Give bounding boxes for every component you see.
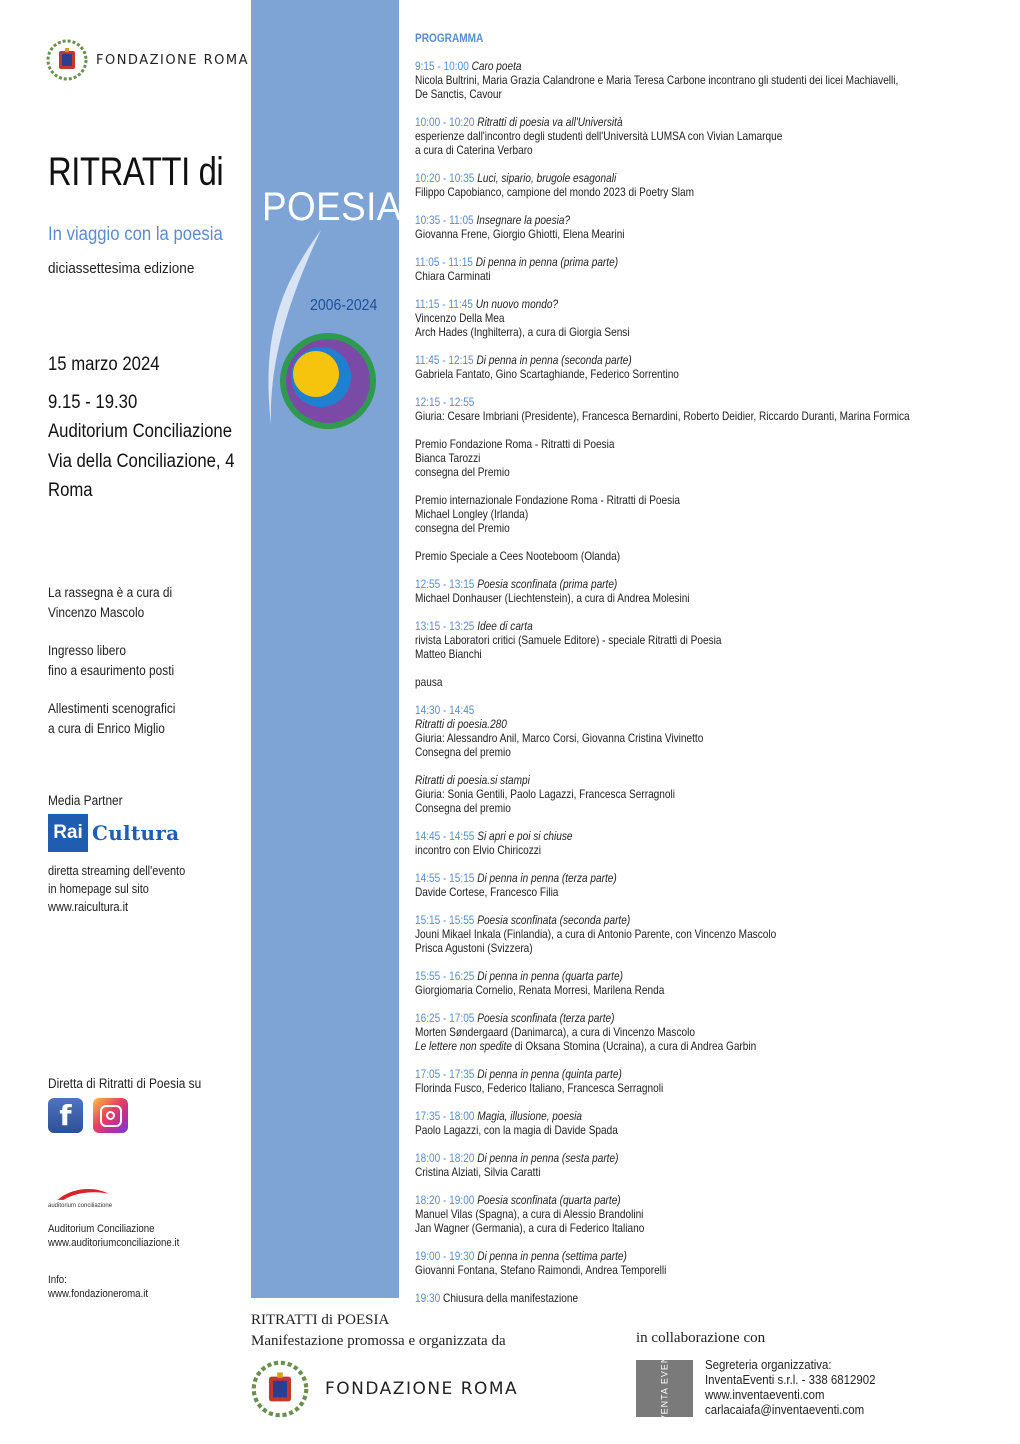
media-partner-label: Media Partner <box>48 793 123 808</box>
program-title: Poesia sconfinata (terza parte) <box>477 1011 615 1025</box>
program-entry <box>415 969 885 997</box>
program-time: 17:05 - 17:35 <box>415 1067 475 1081</box>
program-title: Di penna in penna (terza parte) <box>477 871 617 885</box>
program-line: Premio Fondazione Roma - Ritratti di Poesia <box>415 437 615 451</box>
auditorium-logo-text: auditorium conciliazione <box>48 1203 113 1209</box>
program-entry-head <box>415 1067 885 1081</box>
program-entry <box>415 1291 885 1305</box>
program-entry-head <box>415 1249 885 1263</box>
program-entry <box>415 115 885 157</box>
program-title: Caro poeta <box>471 59 522 73</box>
auditorium-name: Auditorium Conciliazione <box>48 1223 155 1235</box>
rai-cultura-logo[interactable] <box>48 814 179 852</box>
circle-yellow <box>293 351 339 397</box>
program-line: Arch Hades (Inghilterra), a cura di Giorgia Sensi <box>415 325 630 339</box>
program-entry-head <box>415 577 885 591</box>
program-title: Poesia sconfinata (seconda parte) <box>477 913 631 927</box>
program-line: rivista Laboratori critici (Samuele Editore) - speciale Ritratti di Poesia <box>415 633 722 647</box>
program-line: Giuria: Cesare Imbriani (Presidente), Francesca Bernardini, Roberto Deidier, Riccardo Duranti, Marina Formica <box>415 409 910 423</box>
program-line: a cura di Caterina Verbaro <box>415 143 533 157</box>
program-line: Florinda Fusco, Federico Italiano, Francesca Serragnoli <box>415 1081 664 1095</box>
program-entry <box>415 1249 885 1277</box>
program-line: Filippo Capobianco, campione del mondo 2023 di Poetry Slam <box>415 185 695 199</box>
subtitle: In viaggio con la poesia <box>48 224 223 245</box>
camera-glyph <box>100 1105 122 1127</box>
program-entry <box>415 59 899 101</box>
program-line: Chiara Carminati <box>415 269 491 283</box>
program-entry-head <box>415 619 885 633</box>
entry-line: Ingresso libero <box>48 643 126 658</box>
program-time: 19:00 - 19:30 <box>415 1249 475 1263</box>
program-line: Prisca Agustoni (Svizzera) <box>415 941 533 955</box>
program-entry <box>415 549 885 563</box>
program-line: pausa <box>415 675 443 689</box>
edition: diciassettesima edizione <box>48 260 195 277</box>
program-line: Giuria: Sonia Gentili, Paolo Lagazzi, Francesca Serragnoli <box>415 787 675 801</box>
curator-line: La rassegna è a cura di <box>48 585 173 600</box>
title-ritratti: RITRATTI di <box>48 150 224 194</box>
inventa-logo-text: INVENTA EVENTI <box>659 1345 670 1432</box>
program-line: Michael Longley (Irlanda) <box>415 507 529 521</box>
program-entry <box>415 213 885 241</box>
rai-cultura-wordmark: Cultura <box>92 821 180 845</box>
program-line: Matteo Bianchi <box>415 647 482 661</box>
program-entry <box>415 703 885 759</box>
program-entry-head <box>415 353 885 367</box>
footer-title: RITRATTI di POESIA <box>251 1312 390 1328</box>
program-line: De Sanctis, Cavour <box>415 87 502 101</box>
program-line: Gabriela Fantato, Gino Scartaghiande, Federico Sorrentino <box>415 367 679 381</box>
program-line: Giovanna Frene, Giorgio Ghiotti, Elena Mearini <box>415 227 625 241</box>
program-line: Le lettere non spedite di Oksana Stomina (Ucraina), a cura di Andrea Garbin <box>415 1039 757 1053</box>
program-time: 14:55 - 15:15 <box>415 871 475 885</box>
program-entry <box>415 1109 885 1137</box>
info-link[interactable]: www.fondazioneroma.it <box>48 1288 149 1300</box>
program-line: Consegna del premio <box>415 745 511 759</box>
segreteria-email[interactable]: carlacaiafa@inventaeventi.com <box>705 1402 865 1417</box>
fondazione-seal-icon <box>251 1360 309 1418</box>
program-line: Premio Speciale a Cees Nooteboom (Olanda) <box>415 549 621 563</box>
segreteria-label: Segreteria organizzativa: <box>705 1357 832 1372</box>
info-block <box>48 1273 148 1301</box>
program-entry-head <box>415 1193 885 1207</box>
fondazione-roma-header-logo <box>46 39 249 81</box>
program-entry <box>415 1193 885 1235</box>
auditorium-link[interactable]: www.auditoriumconciliazione.it <box>48 1237 180 1249</box>
program-entry-head <box>415 969 885 983</box>
program-time: 11:15 - 11:45 <box>415 297 473 311</box>
title-poesia: POESIA <box>262 185 402 229</box>
program-time: 15:55 - 16:25 <box>415 969 475 983</box>
program-time: 14:45 - 14:55 <box>415 829 475 843</box>
program-entry <box>415 395 910 423</box>
program-entry-head <box>415 1291 885 1305</box>
inventa-eventi-logo <box>636 1345 693 1432</box>
program-entry <box>415 773 885 815</box>
staging-line: a cura di Enrico Miglio <box>48 720 165 736</box>
program-entry-head <box>415 913 885 927</box>
program-entry-head <box>415 829 885 843</box>
program-line: Giorgiomaria Cornelio, Renata Morresi, Marilena Renda <box>415 983 665 997</box>
poesia-emblem <box>251 225 399 440</box>
program-time: 13:15 - 13:25 <box>415 619 475 633</box>
program-entry <box>415 171 885 199</box>
program-title: Di penna in penna (prima parte) <box>475 255 619 269</box>
program-line: Jouni Mikael Inkala (Finlandia), a cura di Antonio Parente, con Vincenzo Mascolo <box>415 927 777 941</box>
program-line: Giuria: Alessandro Anil, Marco Corsi, Giovanna Cristina Vivinetto <box>415 731 704 745</box>
program-title: Idee di carta <box>477 619 533 633</box>
program-entry <box>415 871 885 899</box>
event-info <box>48 350 235 506</box>
segreteria-block <box>705 1357 875 1417</box>
program-title: Di penna in penna (seconda parte) <box>476 353 632 367</box>
media-line: diretta streaming dell'evento <box>48 864 186 878</box>
years: 2006-2024 <box>310 297 378 314</box>
program-line: esperienze dall'incontro degli studenti dell'Università LUMSA con Vivian Lamarque <box>415 129 783 143</box>
curator-name: Vincenzo Mascolo <box>48 604 145 620</box>
program-line: Cristina Alziati, Silvia Caratti <box>415 1165 541 1179</box>
footer-title-block <box>251 1310 506 1352</box>
program <box>415 31 910 1319</box>
program-title: Un nuovo mondo? <box>475 297 559 311</box>
social-label: Diretta di Ritratti di Poesia su <box>48 1076 202 1091</box>
program-line: Vincenzo Della Mea <box>415 311 505 325</box>
program-entry <box>415 1151 885 1179</box>
program-time: 18:20 - 19:00 <box>415 1193 475 1207</box>
media-link[interactable]: www.raicultura.it <box>48 900 129 914</box>
program-title: Luci, sipario, brugole esagonali <box>477 171 617 185</box>
footer-promoted: Manifestazione promossa e organizzata da <box>251 1333 506 1349</box>
program-entry <box>415 675 885 689</box>
program-entry <box>415 913 885 955</box>
program-title: Poesia sconfinata (quarta parte) <box>477 1193 621 1207</box>
media-line: in homepage sul sito <box>48 882 149 896</box>
instagram-icon[interactable] <box>93 1098 128 1133</box>
fondazione-roma-footer-name: FONDAZIONE ROMA <box>325 1379 519 1399</box>
event-hours: 9.15 - 19.30 <box>48 391 138 413</box>
program-entry <box>415 619 885 661</box>
program-entry-head <box>415 703 885 717</box>
program-time: 16:25 - 17:05 <box>415 1011 475 1025</box>
program-entry <box>415 829 885 857</box>
program-title: Di penna in penna (quarta parte) <box>477 969 623 983</box>
program-entry <box>415 297 885 339</box>
program-line: Paolo Lagazzi, con la magia di Davide Spada <box>415 1123 618 1137</box>
program-line: incontro con Elvio Chiricozzi <box>415 843 542 857</box>
program-title: Chiusura della manifestazione <box>443 1291 579 1305</box>
program-time: 15:15 - 15:55 <box>415 913 475 927</box>
program-time: 9:15 - 10:00 <box>415 59 469 73</box>
program-line: consegna del Premio <box>415 465 510 479</box>
facebook-icon[interactable]: f <box>48 1098 83 1133</box>
event-date: 15 marzo 2024 <box>48 354 160 375</box>
info-label: Info: <box>48 1274 67 1286</box>
program-entry-head <box>415 59 885 73</box>
program-entry <box>415 255 885 283</box>
event-venue: Auditorium Conciliazione <box>48 421 233 442</box>
event-city: Roma <box>48 480 93 501</box>
program-time: 12:55 - 13:15 <box>415 577 475 591</box>
staging-line: Allestimenti scenografici <box>48 701 176 716</box>
program-entry-head <box>415 1011 885 1025</box>
program-heading: PROGRAMMA <box>415 31 484 45</box>
program-title: Magia, illusione, poesia <box>477 1109 583 1123</box>
program-entry-head <box>415 171 885 185</box>
program-title: Di penna in penna (quinta parte) <box>477 1067 622 1081</box>
program-title: Di penna in penna (sesta parte) <box>477 1151 619 1165</box>
program-line: Jan Wagner (Germania), a cura di Federico Italiano <box>415 1221 645 1235</box>
program-entry-head <box>415 1151 885 1165</box>
program-line: Giovanni Fontana, Stefano Raimondi, Andrea Temporelli <box>415 1263 667 1277</box>
program-line: Manuel Vilas (Spagna), a cura di Alessio Brandolini <box>415 1207 644 1221</box>
fondazione-roma-footer-logo <box>251 1360 518 1418</box>
entry-line: fino a esaurimento posti <box>48 662 175 678</box>
program-entry-head <box>415 255 885 269</box>
program-title: Insegnare la poesia? <box>476 213 571 227</box>
program-line: Nicola Bultrini, Maria Grazia Calandrone e Maria Teresa Carbone incontrano gli studenti dei licei Machiavelli, <box>415 73 899 87</box>
program-time: 14:30 - 14:45 <box>415 703 475 717</box>
segreteria-website[interactable]: www.inventaeventi.com <box>705 1387 825 1402</box>
program-entry <box>415 437 885 479</box>
program-entries <box>415 59 910 1305</box>
program-time: 12:15 - 12:55 <box>415 395 475 409</box>
program-entry <box>415 353 885 381</box>
segreteria-company: InventaEventi s.r.l. - 338 6812902 <box>705 1372 876 1387</box>
program-line: Davide Cortese, Francesco Filia <box>415 885 559 899</box>
program-line: Premio internazionale Fondazione Roma - Ritratti di Poesia <box>415 493 681 507</box>
program-title: Si apri e poi si chiuse <box>477 829 573 843</box>
program-title: Di penna in penna (settima parte) <box>477 1249 627 1263</box>
program-line: consegna del Premio <box>415 521 510 535</box>
auditorium-block <box>48 1222 179 1250</box>
program-time: 11:05 - 11:15 <box>415 255 473 269</box>
program-entry <box>415 1011 885 1053</box>
program-line: Michael Donhauser (Liechtenstein), a cura di Andrea Molesini <box>415 591 690 605</box>
media-lines <box>48 862 185 916</box>
program-line: Bianca Tarozzi <box>415 451 481 465</box>
program-time: 18:00 - 18:20 <box>415 1151 475 1165</box>
fondazione-roma-name: FONDAZIONE ROMA <box>96 52 250 68</box>
program-line: Consegna del premio <box>415 801 511 815</box>
fondazione-seal-icon <box>46 39 88 81</box>
program-line: Ritratti di poesia.si stampi <box>415 773 530 787</box>
program-line: Ritratti di poesia.280 <box>415 717 507 731</box>
program-time: 17:35 - 18:00 <box>415 1109 475 1123</box>
program-title: Poesia sconfinata (prima parte) <box>477 577 618 591</box>
curator-block <box>48 583 172 622</box>
program-entry-head <box>415 871 885 885</box>
program-title: Ritratti di poesia va all'Università <box>477 115 623 129</box>
rai-logo-box: Rai <box>48 814 88 852</box>
program-time: 19:30 <box>415 1291 441 1305</box>
program-time: 10:00 - 10:20 <box>415 115 475 129</box>
program-entry-head <box>415 213 885 227</box>
program-time: 10:20 - 10:35 <box>415 171 475 185</box>
entry-block <box>48 641 174 680</box>
collab-label: in collaborazione con <box>636 1330 766 1346</box>
program-time: 11:45 - 12:15 <box>415 353 474 367</box>
event-address: Via della Conciliazione, 4 <box>48 450 235 472</box>
program-line: Morten Søndergaard (Danimarca), a cura di Vincenzo Mascolo <box>415 1025 695 1039</box>
program-entry <box>415 577 885 605</box>
program-entry <box>415 493 885 535</box>
program-entry-head <box>415 297 885 311</box>
program-entry <box>415 1067 885 1095</box>
staging-block <box>48 699 175 738</box>
program-entry-head <box>415 1109 885 1123</box>
program-entry-head <box>415 395 885 409</box>
program-time: 10:35 - 11:05 <box>415 213 474 227</box>
auditorium-logo <box>48 1186 118 1212</box>
program-entry-head <box>415 115 885 129</box>
